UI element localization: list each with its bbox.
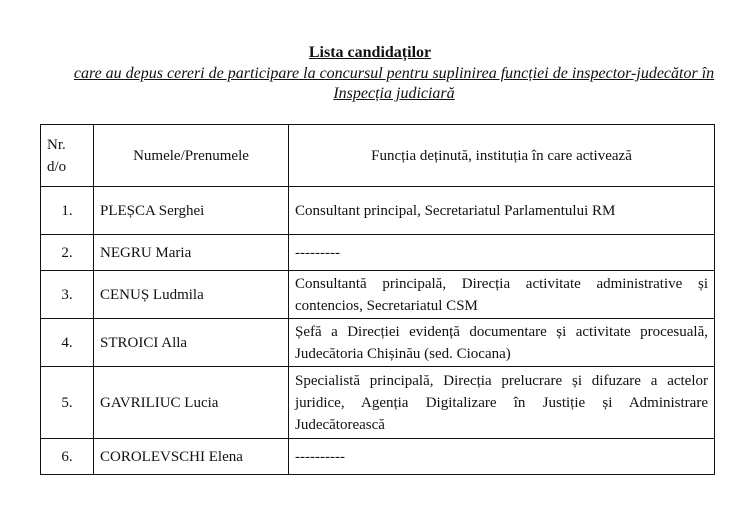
row-nr: 5.: [41, 367, 94, 439]
row-name: CENUȘ Ludmila: [94, 271, 289, 319]
row-nr: 3.: [41, 271, 94, 319]
table-row: [41, 187, 715, 235]
row-nr: 6.: [41, 439, 94, 475]
document-subtitle: care au depus cereri de participare la concursul pentru suplinirea funcției de inspector-judecător în Inspecția judiciară: [73, 65, 715, 102]
row-name: PLEȘCA Serghei: [94, 187, 289, 235]
table-row: [41, 235, 715, 271]
row-name: COROLEVSCHI Elena: [94, 439, 289, 475]
row-name: STROICI Alla: [94, 319, 289, 367]
row-function: Specialistă principală, Direcția prelucrare și difuzare a actelor juridice, Agenția Digitalizare în Justiție și Administrare Judecătorească: [289, 367, 715, 439]
row-nr: 1.: [41, 187, 94, 235]
row-nr: 2.: [41, 235, 94, 271]
header-name: Numele/Prenumele: [94, 125, 289, 187]
document-title: Lista candidaților: [308, 44, 432, 61]
table-row: [41, 319, 715, 367]
row-function: Consultantă principală, Direcția activitate administrative și contencios, Secretariatul CSM: [289, 271, 715, 319]
row-function: ----------: [289, 439, 715, 475]
header-nr: Nr. d/o: [41, 125, 94, 187]
table-row: [41, 271, 715, 319]
row-function: Consultant principal, Secretariatul Parlamentului RM: [289, 187, 715, 235]
row-function: Șefă a Direcției evidență documentare și activitate procesuală, Judecătoria Chișinău (sed. Ciocana): [289, 319, 715, 367]
table-header-row: [41, 125, 715, 187]
row-name: NEGRU Maria: [94, 235, 289, 271]
row-nr: 4.: [41, 319, 94, 367]
table-row: [41, 439, 715, 475]
row-function: ---------: [289, 235, 715, 271]
header-function: Funcția deținută, instituția în care activează: [289, 125, 715, 187]
row-name: GAVRILIUC Lucia: [94, 367, 289, 439]
table-row: [41, 367, 715, 439]
candidates-table: [40, 124, 715, 475]
